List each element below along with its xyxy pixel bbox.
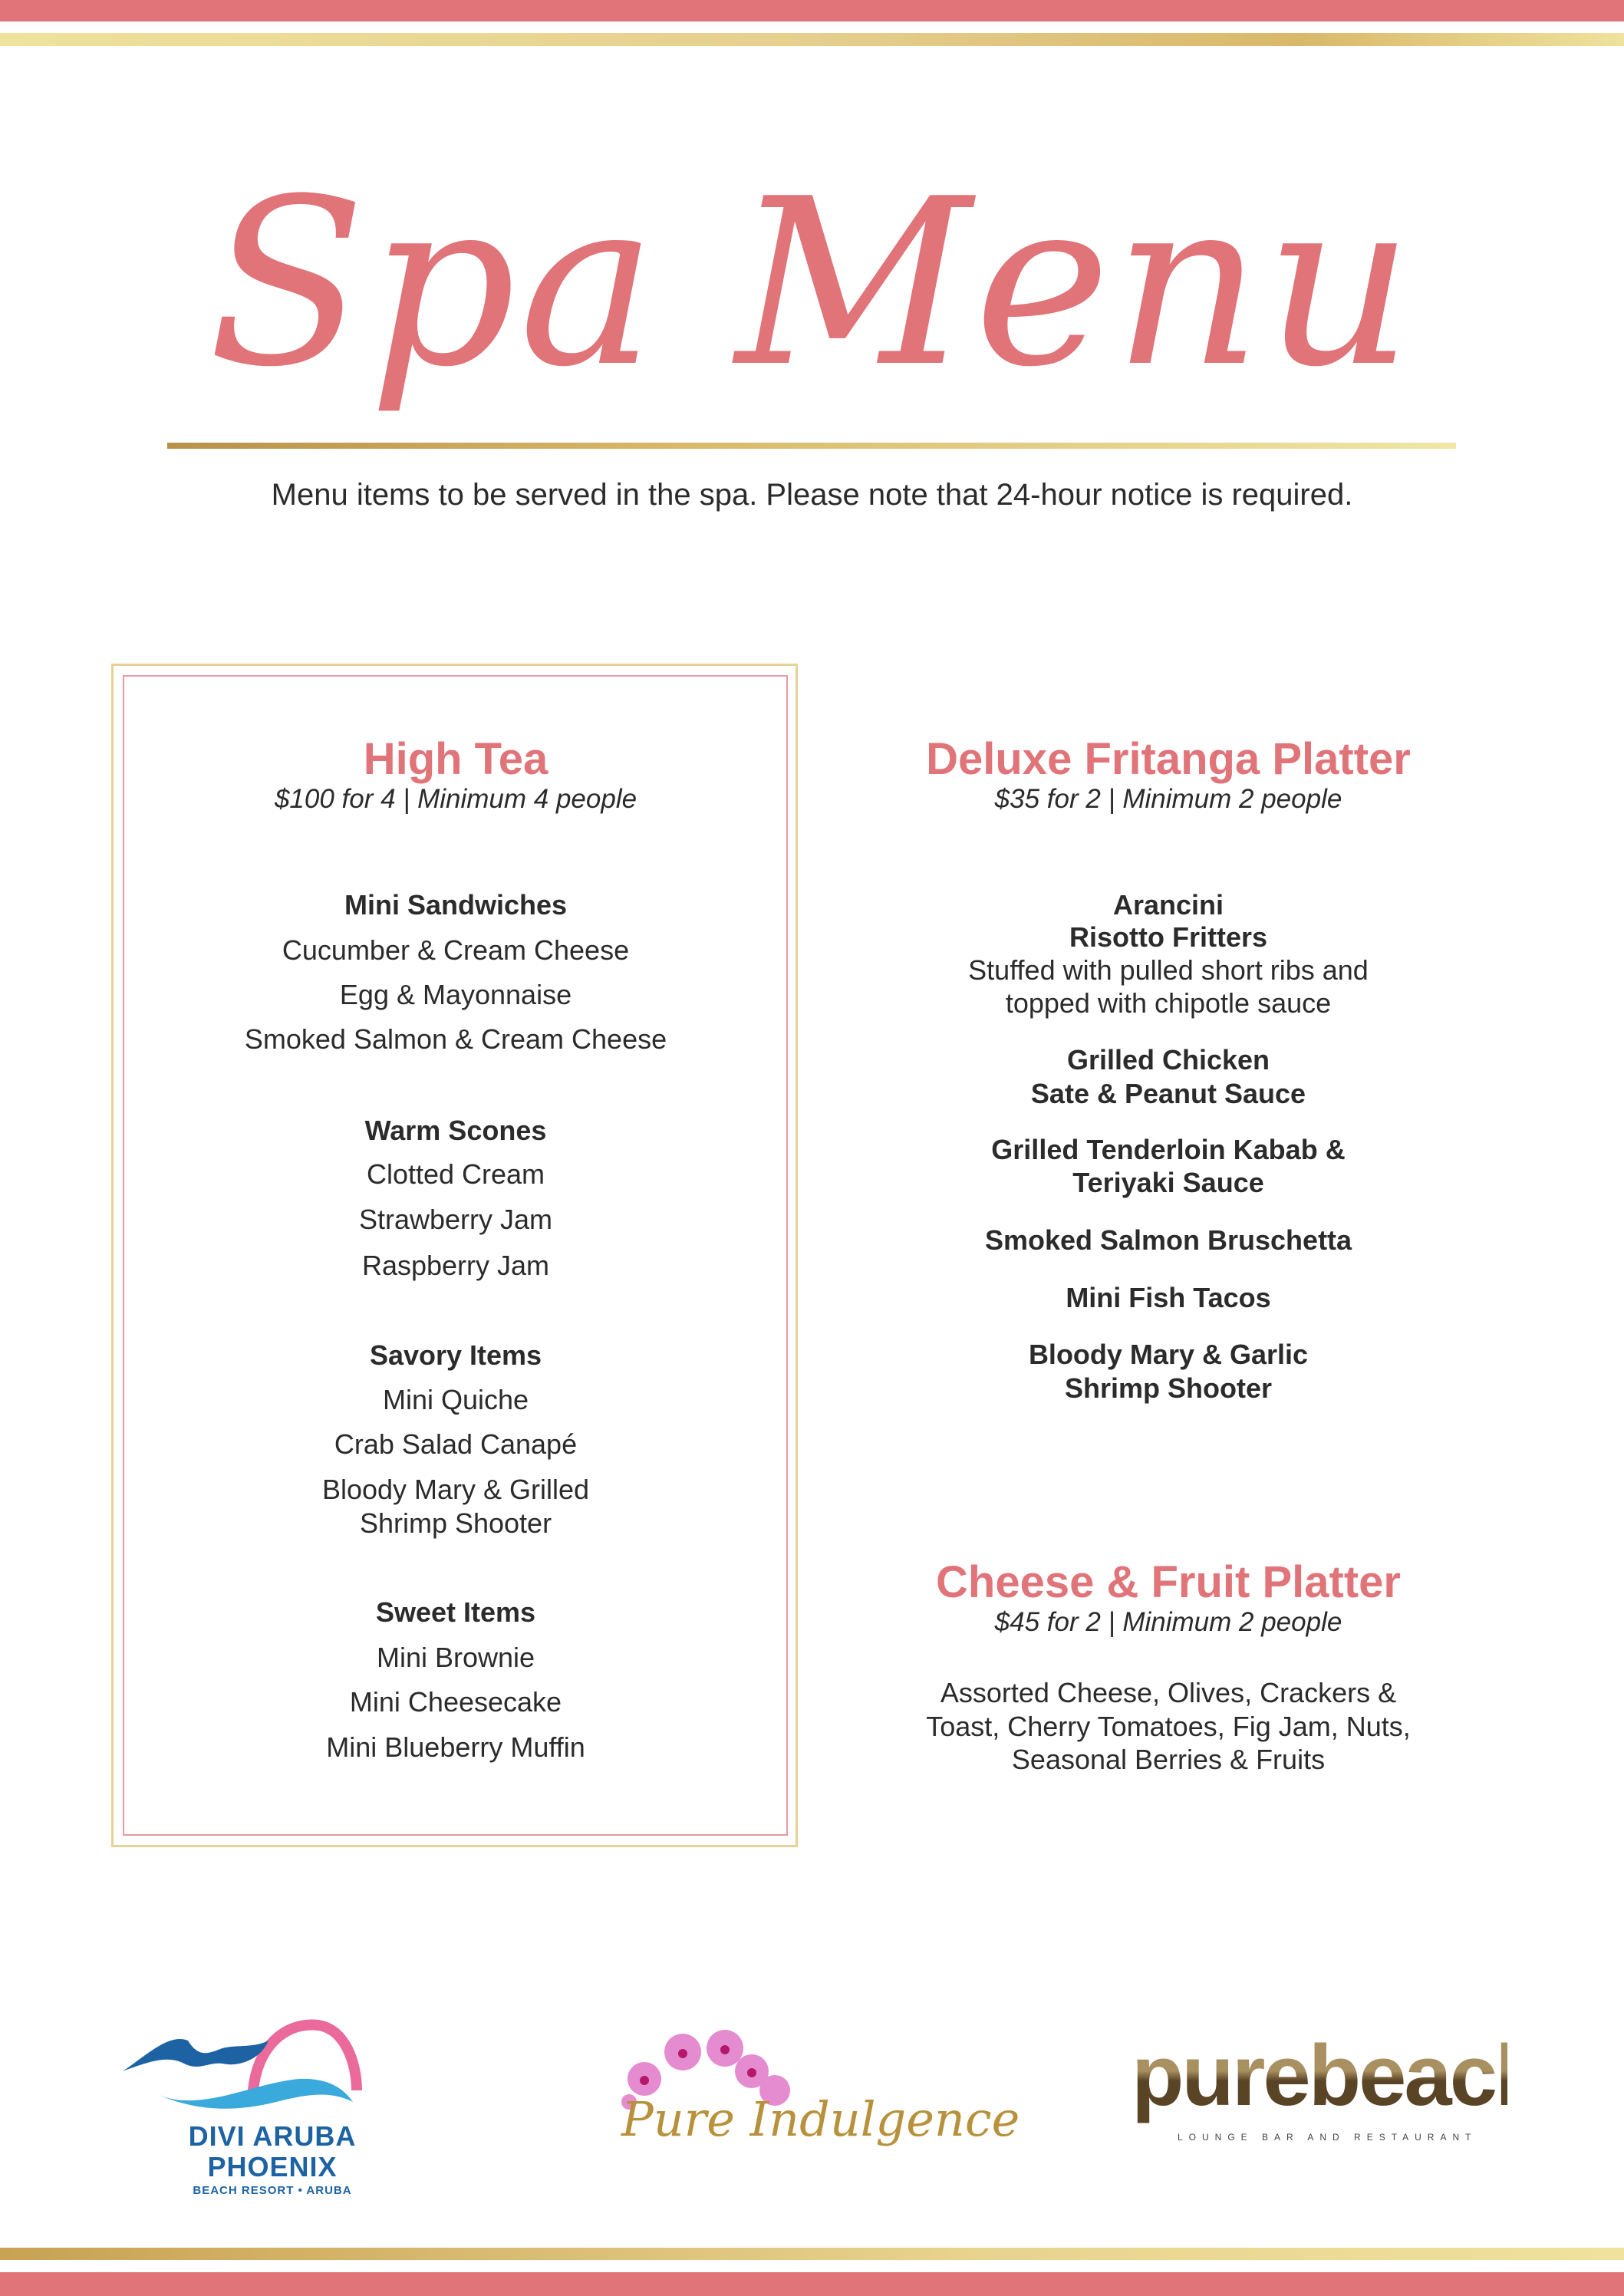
group-heading: Sweet Items (375, 1596, 536, 1628)
menu-item: Risotto Fritters (1069, 921, 1267, 953)
menu-item-description: Stuffed with pulled short ribs and (968, 954, 1369, 986)
menu-item: Teriyaki Sauce (1072, 1167, 1264, 1198)
pure-indulgence-text: Pure Indulgence (621, 2091, 1020, 2147)
top-pink-stripe (0, 0, 1624, 21)
menu-item-description: Assorted Cheese, Olives, Crackers & (940, 1677, 1397, 1708)
menu-item: Smoked Salmon & Cream Cheese (244, 1023, 667, 1055)
divi-logo-name: DIVI ARUBA PHOENIX (188, 2120, 357, 2182)
menu-item: Smoked Salmon Bruschetta (984, 1224, 1352, 1256)
divi-logo-sub: BEACH RESORT • ARUBA (193, 2184, 352, 2197)
group-heading: Warm Scones (364, 1115, 547, 1146)
page-title: Spa Menu (208, 150, 1416, 417)
menu-item: Crab Salad Canapé (334, 1428, 578, 1460)
fritanga-title: Deluxe Fritanga Platter (926, 734, 1411, 784)
divi-aruba-phoenix-logo (123, 2018, 422, 2197)
pure-indulgence-logo (598, 2018, 1020, 2156)
menu-item: Raspberry Jam (361, 1250, 550, 1281)
menu-item: Grilled Tenderloin Kabab & (991, 1134, 1346, 1165)
bottom-pink-stripe (0, 2272, 1624, 2296)
cheese-title: Cheese & Fruit Platter (936, 1557, 1401, 1607)
menu-item: Mini Cheesecake (349, 1686, 562, 1718)
high-tea-title: High Tea (363, 734, 548, 784)
purebeach-text: purebeach (1132, 2025, 1507, 2126)
menu-item: Clotted Cream (366, 1158, 545, 1190)
divi-wave-icon (123, 2018, 422, 2117)
purebeach-logo (1132, 2025, 1546, 2148)
menu-item-description: topped with chipotle sauce (1005, 987, 1332, 1019)
menu-item: Grilled Chicken (1066, 1044, 1270, 1076)
menu-item: Sate & Peanut Sauce (1030, 1078, 1306, 1109)
menu-item: Shrimp Shooter (1064, 1372, 1273, 1404)
high-tea-price: $100 for 4 | Minimum 4 people (274, 784, 637, 814)
group-heading: Savory Items (369, 1339, 542, 1371)
menu-item: Mini Blueberry Muffin (326, 1731, 585, 1763)
menu-item: Mini Fish Tacos (1066, 1282, 1271, 1313)
menu-item: Shrimp Shooter (359, 1507, 552, 1539)
bottom-gold-stripe (0, 2248, 1624, 2260)
menu-item: Arancini (1112, 889, 1224, 921)
menu-item-description: Seasonal Berries & Fruits (1011, 1744, 1326, 1775)
menu-item: Cucumber & Cream Cheese (282, 934, 630, 966)
purebeach-sub: LOUNGE BAR AND RESTAURANT (1178, 2132, 1477, 2143)
top-gold-stripe (0, 33, 1624, 46)
cheese-price: $45 for 2 | Minimum 2 people (994, 1607, 1342, 1637)
menu-item: Bloody Mary & Grilled (321, 1474, 590, 1505)
fritanga-price: $35 for 2 | Minimum 2 people (994, 784, 1342, 814)
menu-item-description: Toast, Cherry Tomatoes, Fig Jam, Nuts, (926, 1711, 1411, 1742)
menu-item: Strawberry Jam (358, 1204, 553, 1235)
menu-item: Egg & Mayonnaise (339, 979, 572, 1010)
title-divider (167, 443, 1456, 449)
page-subtitle: Menu items to be served in the spa. Please note that 24-hour notice is required. (271, 478, 1353, 512)
menu-item: Mini Brownie (376, 1642, 535, 1673)
menu-item: Bloody Mary & Garlic (1028, 1339, 1309, 1370)
group-heading: Mini Sandwiches (344, 889, 568, 921)
menu-item: Mini Quiche (382, 1384, 529, 1415)
